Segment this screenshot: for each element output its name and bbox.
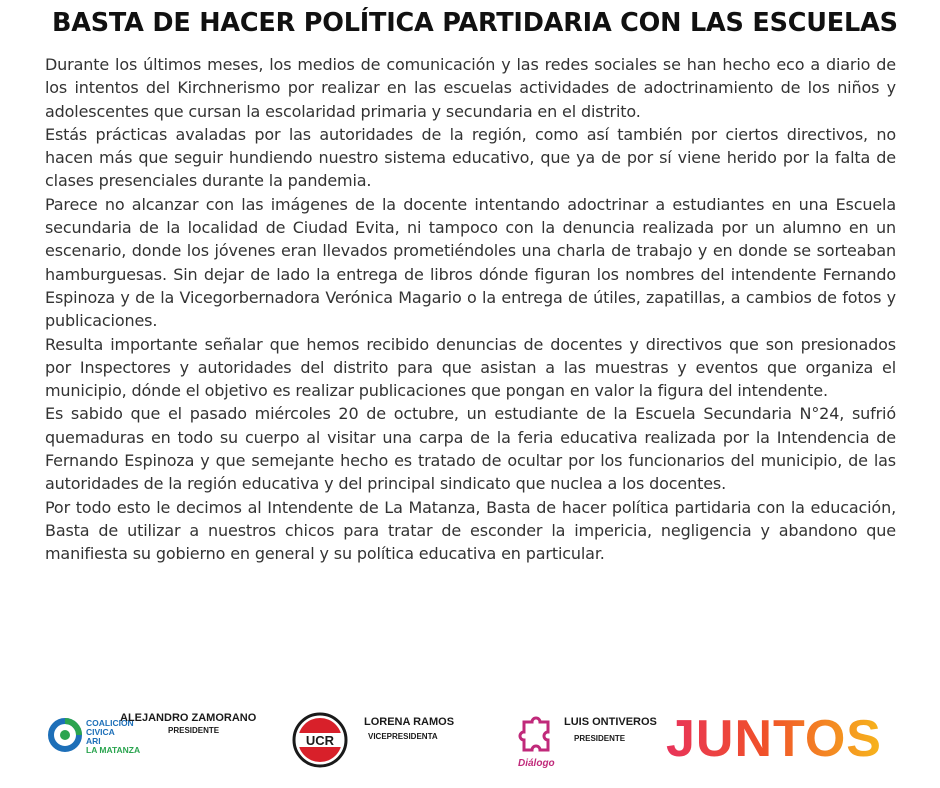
coalicion-line: CIVICA xyxy=(86,727,115,737)
signature-name: ALEJANDRO ZAMORANO xyxy=(120,712,257,724)
signature-role: PRESIDENTE xyxy=(168,726,220,735)
coalicion-line: ARI xyxy=(86,736,101,746)
signature-ontiveros xyxy=(564,716,657,743)
paragraph: Parece no alcanzar con las imágenes de la docente intentando adoctrinar a estudiantes en una Escuela secundaria de la localidad de Ciudad Evita, ni tampoco con la denuncia realizada por un alumno en un escenario, donde los jóvenes eran llevados prometiéndoles una charla de trabajo y en donde se sorteaban hamburguesas. Sin dejar de lado la entrega de libros dónde figuran los nombres del intendente Fernando Espinoza y de la Vicegorbernadora Verónica Magario o la entrega de útiles, zapatillas, a cambios de fotos y publicaciones. xyxy=(45,194,896,331)
ucr-logo-text: UCR xyxy=(305,733,335,748)
juntos-logo xyxy=(664,710,904,766)
document-title: BASTA DE HACER POLÍTICA PARTIDARIA CON LAS ESCUELAS xyxy=(52,8,898,38)
signature-footer xyxy=(0,700,940,788)
signature-role: VICEPRESIDENTA xyxy=(368,732,438,741)
signature-name: LORENA RAMOS xyxy=(364,716,455,728)
juntos-text: JUNTOS xyxy=(666,710,882,766)
signature-ramos xyxy=(364,716,454,741)
coalicion-line: COALICION xyxy=(86,718,134,728)
paragraph: Es sabido que el pasado miércoles 20 de octubre, un estudiante de la Escuela Secundaria N°24, sufrió quemaduras en todo su cuerpo al visitar una carpa de la feria educativa realizada por la Intendencia de Fernando Espinoza y que semejante hecho es tratado de ocultar por los funcionarios del municipio, de las autoridades de la región educativa y del principal sindicato que nuclea a los docentes. xyxy=(45,404,896,494)
signature-role: PRESIDENTE xyxy=(574,734,626,743)
signature-zamorano xyxy=(120,712,256,735)
paragraph: Por todo esto le decimos al Intendente de La Matanza, Basta de hacer política partidaria con la educación, Basta de utilizar a nuestros chicos para tratar de esconder la impericia, negligencia y abandono que manifiesta su gobierno en general y su política educativa en particular. xyxy=(45,497,896,564)
ucr-logo xyxy=(292,712,348,768)
dialogo-logo xyxy=(518,714,562,774)
puzzle-icon xyxy=(518,714,554,756)
signature-name: LUIS ONTIVEROS xyxy=(564,716,657,728)
dialogo-text: Diálogo xyxy=(518,758,555,769)
document-body xyxy=(45,53,896,566)
paragraph: Estás prácticas avaladas por las autoridades de la región, como así también por ciertos directivos, no hacen más que seguir hundiendo nuestro sistema educativo, que ya de por sí viene herido por la falta de clases presenciales durante la pandemia. xyxy=(45,124,896,191)
paragraph: Resulta importante señalar que hemos recibido denuncias de docentes y directivos que son presionados por Inspectores y autoridades del distrito para que asistan a las muestras y eventos que organiza el municipio, dónde el objetivo es realizar publicaciones que pongan en valor la figura del intendente. xyxy=(45,334,896,401)
coalicion-circle-icon xyxy=(48,718,82,752)
coalicion-line: LA MATANZA xyxy=(86,745,141,755)
paragraph: Durante los últimos meses, los medios de comunicación y las redes sociales se han hecho eco a diario de los intentos del Kirchnerismo por realizar en las escuelas actividades de adoctrinamiento de los niños y adolescentes que cursan la escolaridad primaria y secundaria en el distrito. xyxy=(45,55,896,121)
